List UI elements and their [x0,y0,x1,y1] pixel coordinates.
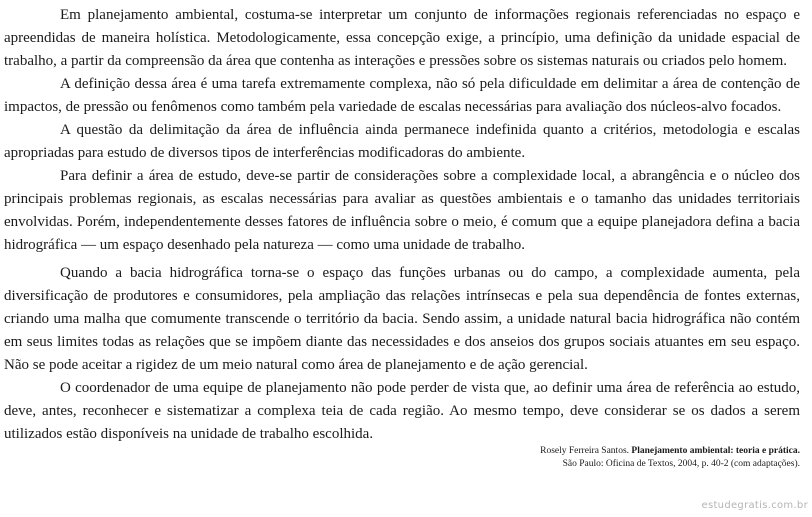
paragraph-6: O coordenador de uma equipe de planejamento não pode perder de vista que, ao definir uma área de referência ao estudo, deve, antes, reconhecer e sistematizar a complexa teia de cada região. Ao mesmo tempo, deve considerar se os dados a serem utilizados estão disponíveis na unidade de trabalho escolhida. [4,380,800,442]
citation [380,445,800,471]
citation-publisher: São Paulo: Oficina de Textos, 2004, p. 40-2 (com adaptações). [562,459,800,469]
citation-author: Rosely Ferreira Santos. [540,446,630,456]
article-text [4,4,800,446]
paragraph-1: Em planejamento ambiental, costuma-se interpretar um conjunto de informações regionais referenciadas no espaço e apreendidas de maneira holística. Metodologicamente, essa concepção exige, a princípio, uma definição da unidade espacial de trabalho, a partir da compreensão da área que contenha as interações e pressões sobre os sistemas naturais ou criados pelo homem. [4,7,800,69]
watermark: estudegratis.com.br [701,500,808,511]
paragraph-2: A definição dessa área é uma tarefa extremamente complexa, não só pela dificuldade em delimitar a área de contenção de impactos, de pressão ou fenômenos como também pela variedade de escalas necessárias para avaliação dos núcleos-alvo focados. [4,76,800,115]
paragraph-4: Para definir a área de estudo, deve-se partir de considerações sobre a complexidade local, a abrangência e o núcleo dos principais problemas regionais, as escalas necessárias para avaliar as questões ambientais e o tamanho das unidades territoriais envolvidas. Porém, independentemente desses fatores de influência sobre o meio, é comum que a equipe planejadora defina a bacia hidrográfica — um espaço desenhado pela natureza — como uma unidade de trabalho. [4,168,800,253]
paragraph-5: Quando a bacia hidrográfica torna-se o espaço das funções urbanas ou do campo, a complexidade aumenta, pela diversificação de produtores e consumidores, pela ampliação das relações intrínsecas e pela sua dependência de fontes externas, criando uma malha que comumente transcende o território da bacia. Sendo assim, a unidade natural bacia hidrográfica não contém em seus limites todas as relações que se impõem diante das necessidades e dos anseios dos grupos sociais atuantes em seu espaço. Não se pode aceitar a rigidez de um meio natural como área de planejamento e de ação gerencial. [4,265,800,373]
citation-line-1 [380,445,800,458]
paragraph-3: A questão da delimitação da área de influência ainda permanece indefinida quanto a critérios, metodologia e escalas apropriadas para estudo de diversos tipos de interferências modificadoras do ambiente. [4,122,800,161]
citation-title: Planejamento ambiental: teoria e prática. [631,446,800,456]
